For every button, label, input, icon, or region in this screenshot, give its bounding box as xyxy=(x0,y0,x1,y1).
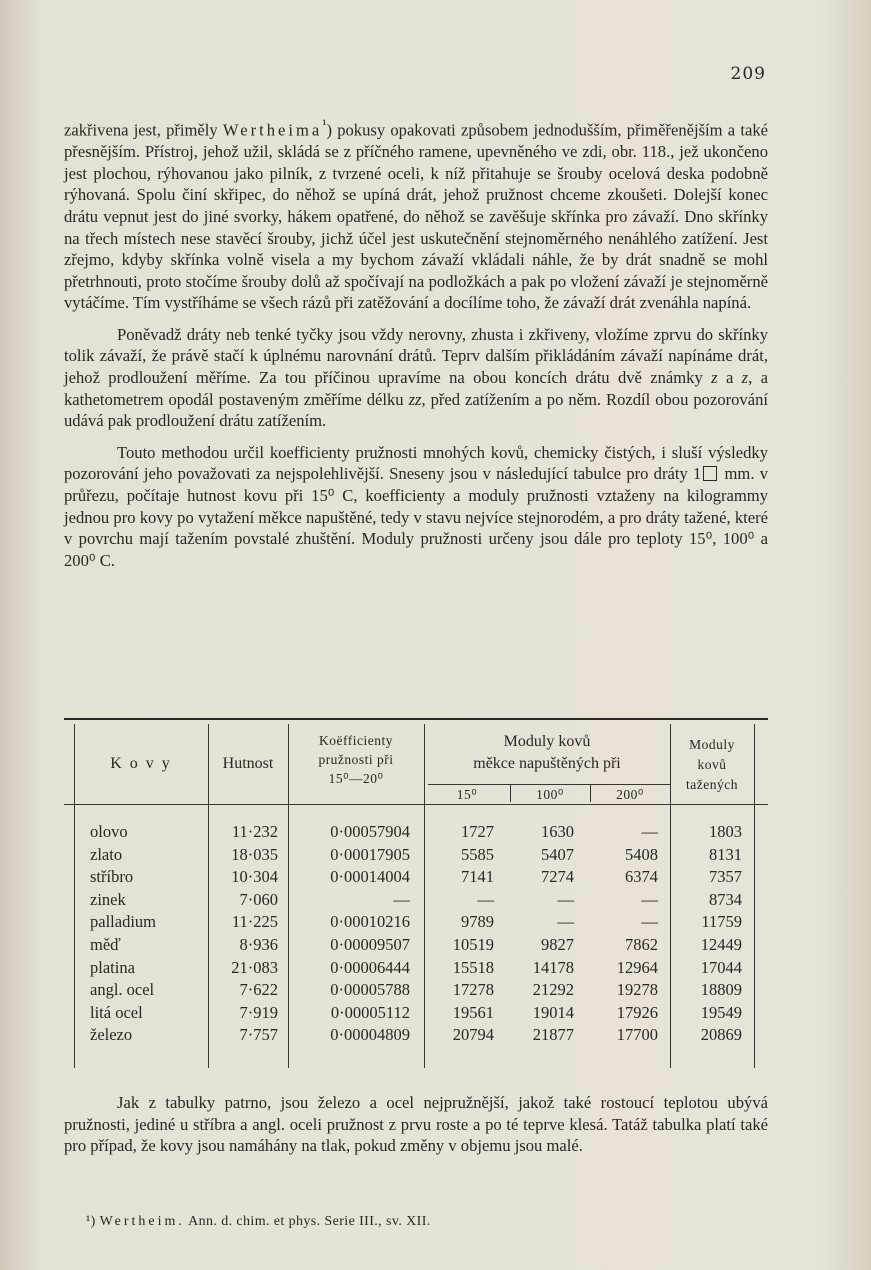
header-koef-line3: 15⁰—20⁰ xyxy=(328,771,384,786)
modulus-200: 7862 xyxy=(625,935,658,954)
text-run: ) pokusy opakovati způsobem jednodušším, přiměřenějším a také přesnějším. Přístroj, jehož užil, skládá se z příčného ramene, upevněného ve zdi, obr. 118., jež ukončeno jest plochou, rýhovanou jako pilník, z tvrzené oceli, k níž přitahuje se šrouby ocelová deska podobně rýhovaná. Spolu činí skřipec, do něhož se upíná drát, jehož pružnost chceme zkoušeti. Dolejší konec drátu vepnut jest do jiné svorky, hákem opatřené, do něhož se zavěšuje skřínka pro závaží. Dno skřínky na třech místech nese stavěcí šrouby, jichž účel jest uskutečnění stejnoměrného nenáhlého zatížení. Jest zřejmo, kdyby skřínka volně visela a my bychom závaží vkládali náhle, že by drát snadně se mohl přetrhnouti, proto stočíme šrouby dolů až spočívají na podložkách a pak po vložení závaží je stejnoměrně vytáčíme. Tím vystříháme se všech rázů při zatěžování a docílíme toho, že závaží drát zvenáhla napíná. xyxy=(64,120,768,313)
footnote-text: Ann. d. chim. et phys. Serie III., sv. XII. xyxy=(188,1214,431,1229)
table-row xyxy=(64,1025,768,1047)
modulus-200: 17926 xyxy=(616,1002,658,1022)
paragraph-2 xyxy=(64,324,768,432)
coefficient-value: 0·00005788 xyxy=(330,980,410,1000)
text-run: Poněvadž dráty neb tenké tyčky jsou vždy nerovny, zhusta i zkřiveny, vložíme zprvu do skřínky tolik závaží, že právě stačí k úplnému narovnání drátů. Teprv dalším přikládáním závaží napínáme drát, jehož prodloužení měříme. Za tou příčinou upravíme na obou koncích drátu dvě známky xyxy=(64,324,768,388)
modulus-drawn: 17044 xyxy=(700,957,742,977)
density-value: 8·936 xyxy=(239,935,278,954)
modulus-drawn: 12449 xyxy=(700,935,742,954)
coefficient-value: 0·00057904 xyxy=(330,822,410,841)
density-value: 11·232 xyxy=(231,822,278,841)
coefficient-value: 0·00010216 xyxy=(330,912,410,932)
density-value: 18·035 xyxy=(231,844,278,864)
modulus-200: 19278 xyxy=(616,980,658,1000)
modulus-100: 19014 xyxy=(532,1002,574,1022)
density-value: 7·919 xyxy=(239,1002,278,1022)
modulus-15: 20794 xyxy=(452,1025,494,1045)
text-run: Touto methodou určil koefficienty pružnosti mnohých kovů, chemicky čistých, i sluší výsledky pozorování jeho považovati za nejspolehlivější. Sneseny jsou v následující tabulce pro dráty 1 xyxy=(64,442,768,484)
header-koef-line1: Koëfficienty xyxy=(319,733,393,748)
coefficient-value: 0·00006444 xyxy=(330,957,410,977)
page-number: 209 xyxy=(730,64,766,84)
modulus-drawn: 7357 xyxy=(709,867,742,887)
header-moduly-line2: měkce napuštěných při xyxy=(473,755,621,772)
density-value: 7·757 xyxy=(239,1025,278,1045)
modulus-200: 6374 xyxy=(625,867,658,887)
metal-name: litá ocel xyxy=(90,1002,143,1022)
text-run: a xyxy=(717,368,742,388)
header-tazene-line2: kovů xyxy=(697,757,727,772)
table-row xyxy=(64,935,768,957)
header-temp-200: 200⁰ xyxy=(616,787,644,802)
metal-name: železo xyxy=(90,1025,133,1045)
text-run: zakřivena jest, přiměly xyxy=(64,120,223,140)
density-value: 21·083 xyxy=(231,957,278,977)
modulus-200: 5408 xyxy=(625,844,658,864)
paragraph-3 xyxy=(64,442,768,572)
elasticity-table xyxy=(64,718,768,1068)
modulus-100: 5407 xyxy=(541,844,574,864)
header-hutnost: Hutnost xyxy=(222,755,274,772)
modulus-drawn: 1803 xyxy=(709,822,742,841)
symbol-z: z xyxy=(711,368,718,388)
modulus-drawn: 20869 xyxy=(700,1025,742,1045)
modulus-drawn: 18809 xyxy=(700,980,742,1000)
modulus-200: — xyxy=(641,912,658,932)
density-value: 10·304 xyxy=(231,867,278,887)
modulus-drawn: 11759 xyxy=(701,912,742,932)
coefficient-value: 0·00014004 xyxy=(330,867,410,887)
modulus-15: 10519 xyxy=(452,935,494,954)
header-koef-line2: pružnosti při xyxy=(318,752,394,767)
coefficient-value: 0·00004809 xyxy=(330,1025,410,1045)
modulus-15: 1727 xyxy=(461,822,494,841)
body-text xyxy=(64,114,768,581)
table-row xyxy=(64,822,768,844)
density-value: 11·225 xyxy=(231,912,278,932)
footnote-ref: ¹ xyxy=(322,117,327,132)
modulus-15: 19561 xyxy=(452,1002,494,1022)
modulus-15: 5585 xyxy=(461,844,494,864)
modulus-200: — xyxy=(641,822,658,841)
text-run: , před zatížením a po něm. Rozdíl obou pozorování udává pak prodloužení drátu zatížením. xyxy=(64,389,769,431)
coefficient-value: 0·00005112 xyxy=(330,1002,410,1022)
closing-paragraph xyxy=(64,1092,768,1157)
author-name: Wertheima xyxy=(222,120,323,140)
modulus-100: 21877 xyxy=(532,1025,574,1045)
paragraph-1 xyxy=(64,114,768,314)
modulus-100: — xyxy=(557,889,574,909)
density-value: 7·060 xyxy=(239,889,278,909)
modulus-100: — xyxy=(557,912,574,932)
table-row xyxy=(64,867,768,889)
table-top-rule xyxy=(64,718,768,720)
modulus-100: 1630 xyxy=(541,822,574,841)
text-run: mm. v průřezu, počítaje hutnost kovu při 15⁰ C, koefficienty a moduly pružnosti vztaženy na kilogrammy jednou pro kovy po vytažení měkce napuštěné, tedy v stavu nejvíce stejnorodém, a pro dráty tažené, které v povrchu mají tažením povstalé zhuštění. Moduly pružnosti určeny jsou dále pro teploty 15⁰, 100⁰ a 200⁰ C. xyxy=(64,464,769,570)
modulus-drawn: 19549 xyxy=(700,1002,742,1022)
metal-name: angl. ocel xyxy=(90,980,155,1000)
text-run: , a kathetometrem opodál postaveným změříme délku xyxy=(64,368,768,409)
subheader-rule xyxy=(428,784,670,785)
table-row xyxy=(64,958,768,980)
coefficient-value: 0·00009507 xyxy=(330,935,410,954)
modulus-200: 12964 xyxy=(616,957,658,977)
modulus-100: 7274 xyxy=(541,867,574,887)
footnote-mark: ¹) xyxy=(86,1214,96,1229)
metal-name: měď xyxy=(90,935,121,954)
modulus-100: 9827 xyxy=(541,935,574,954)
header-temp-100: 100⁰ xyxy=(536,787,564,802)
table-row xyxy=(64,890,768,912)
metal-name: zlato xyxy=(90,844,123,864)
modulus-15: 15518 xyxy=(452,957,494,977)
header-kovy: K o v y xyxy=(110,755,172,772)
density-value: 7·622 xyxy=(239,980,278,1000)
symbol-zz: zz xyxy=(408,389,422,409)
modulus-100: 21292 xyxy=(532,980,574,1000)
footnote-author: Wertheim. xyxy=(99,1214,185,1229)
modulus-200: — xyxy=(641,889,658,909)
table-row xyxy=(64,845,768,867)
header-moduly-line1: Moduly kovů xyxy=(503,733,591,750)
modulus-15: — xyxy=(477,889,494,909)
metal-name: olovo xyxy=(90,822,128,841)
modulus-200: 17700 xyxy=(616,1025,658,1045)
table-row xyxy=(64,912,768,934)
table-row xyxy=(64,1003,768,1025)
modulus-drawn: 8131 xyxy=(709,844,742,864)
metal-name: stříbro xyxy=(90,867,134,887)
coefficient-value: 0·00017905 xyxy=(330,844,410,864)
header-tazene-line3: tažených xyxy=(686,777,738,792)
modulus-100: 14178 xyxy=(532,957,574,977)
modulus-15: 17278 xyxy=(452,980,494,1000)
paragraph-4: Jak z tabulky patrno, jsou železo a ocel nejpružnější, jakož také rostoucí teplotou ubývá pružnosti, jediné u stříbra a angl. oceli pružnost z prvu roste a po té teprve klesá. Tatáž tabulka platí také pro případ, že kovy jsou namáhány na tlak, pokud změny v objemu jsou malé. xyxy=(64,1093,768,1156)
table-header-rule xyxy=(64,804,768,805)
header-tazene-line1: Moduly xyxy=(689,737,735,752)
modulus-15: 9789 xyxy=(461,912,494,932)
table-row xyxy=(64,980,768,1002)
footnote xyxy=(86,1214,431,1230)
metal-name: palladium xyxy=(90,912,156,932)
header-temp-15: 15⁰ xyxy=(456,787,478,802)
modulus-15: 7141 xyxy=(461,867,494,887)
metal-name: platina xyxy=(90,957,135,977)
metal-name: zinek xyxy=(90,889,126,909)
modulus-drawn: 8734 xyxy=(709,889,742,909)
square-symbol xyxy=(703,466,717,481)
symbol-z: z xyxy=(741,368,749,388)
coefficient-value: — xyxy=(393,889,410,909)
